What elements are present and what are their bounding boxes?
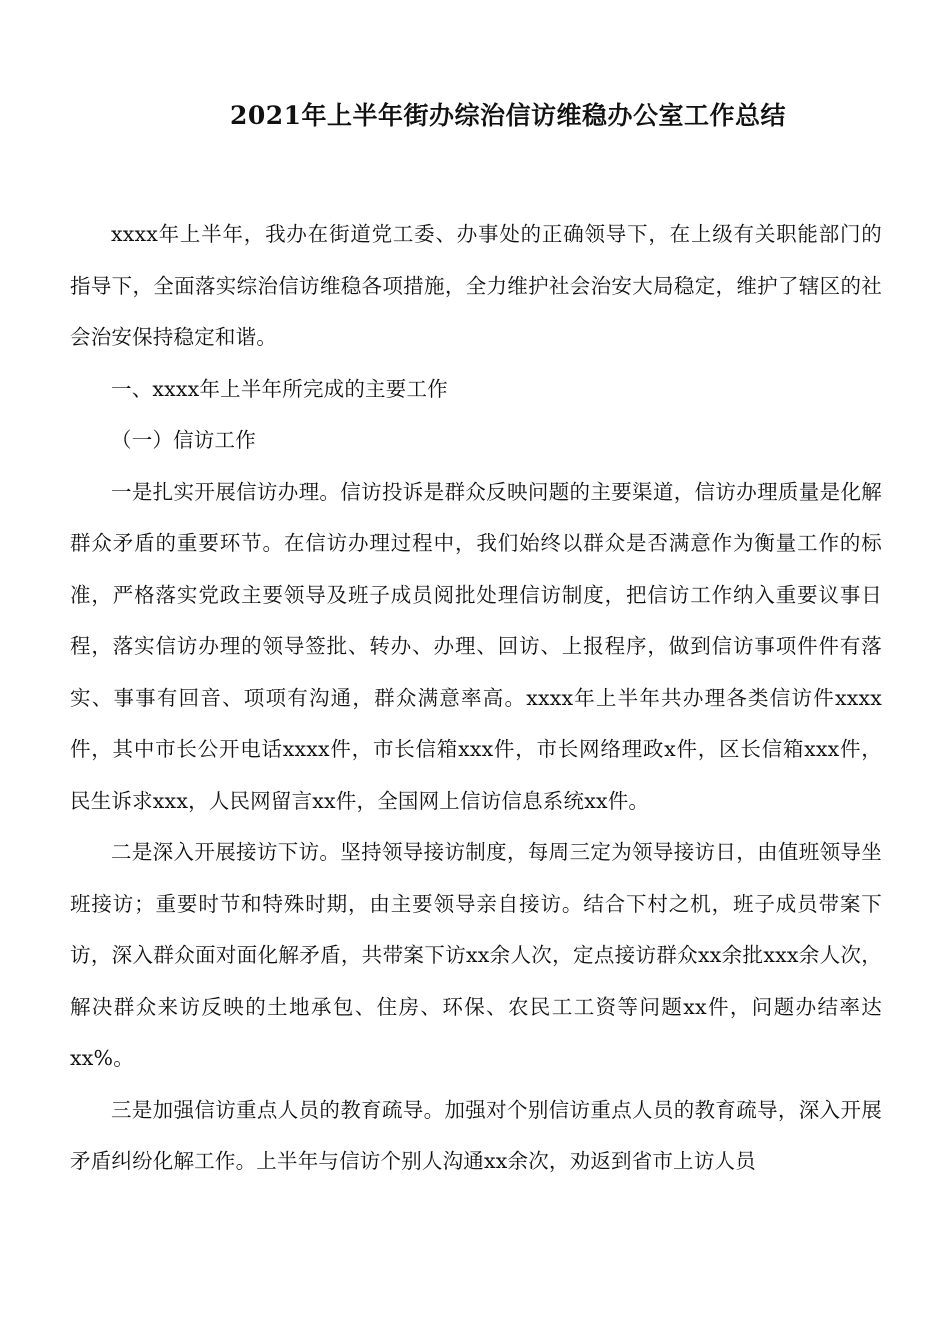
subsection-heading: （一）信访工作 [111,428,256,452]
document-title: 2021年上半年街办综治信访维稳办公室工作总结 [229,101,787,130]
body-paragraph: 二是深入开展接访下访。坚持领导接访制度，每周三定为领导接访日，由值班领导坐班接访；重要时节和特殊时期，由主要领导亲自接访。结合下村之机，班子成员带案下访，深入群众面对面化解矛盾，共带案下访xx余人次，定点接访群众xx余批xxx余人次，解决群众来访反映的土地承包、住房、环保、农民工工资等问题xx件，问题办结率达xx%。 [70,840,882,1070]
intro-paragraph: xxxx年上半年，我办在街道党工委、办事处的正确领导下，在上级有关职能部门的指导下，全面落实综治信访维稳各项措施，全力维护社会治安大局稳定，维护了辖区的社会治安保持稳定和谐。 [70,222,882,349]
body-paragraph: 三是加强信访重点人员的教育疏导。加强对个别信访重点人员的教育疏导，深入开展矛盾纠纷化解工作。上半年与信访个别人沟通xx余次，劝返到省市上访人员 [70,1097,882,1173]
document-body [70,209,882,1188]
body-paragraph: 一是扎实开展信访办理。信访投诉是群众反映问题的主要渠道，信访办理质量是化解群众矛盾的重要环节。在信访办理过程中，我们始终以群众是否满意作为衡量工作的标准，严格落实党政主要领导及班子成员阅批处理信访制度，把信访工作纳入重要议事日程，落实信访办理的领导签批、转办、办理、回访、上报程序，做到信访事项件件有落实、事事有回音、项项有沟通，群众满意率高。xxxx年上半年共办理各类信访件xxxx件，其中市长公开电话xxxx件，市长信箱xxx件，市长网络理政x件，区长信箱xxx件，民生诉求xxx，人民网留言xx件，全国网上信访信息系统xx件。 [70,479,882,813]
section-heading: 一、xxxx年上半年所完成的主要工作 [111,376,448,401]
